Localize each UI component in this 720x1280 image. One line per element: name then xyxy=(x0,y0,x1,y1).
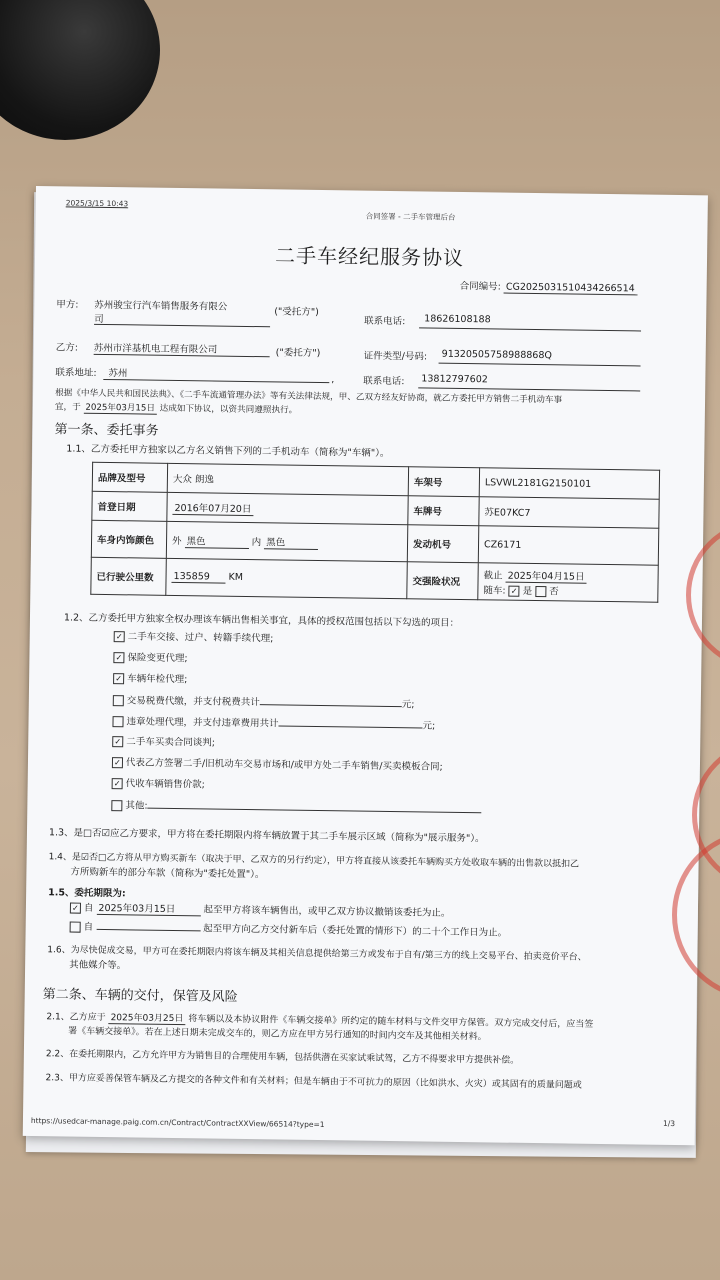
party-b-phone-label: 联系电话: xyxy=(363,375,405,388)
clause-1-3: 1.3、是□否☑应乙方要求，甲方将在委托期限内将车辆放置于其二手车展示区域（简称为"展示服务"）。 xyxy=(48,827,485,845)
contract-number xyxy=(460,278,638,295)
option-item xyxy=(113,670,187,685)
term-b-text: 起至甲方向乙方交付新车后（委托处置的情形下）的二十个工作日为止。 xyxy=(203,923,508,939)
section2-title: 第二条、车辆的交付，保管及风险 xyxy=(42,987,238,1005)
contract-page xyxy=(23,186,708,1145)
clause-1-4b: 方所购新车的部分车款（简称为"委托处置"）。 xyxy=(70,866,265,881)
insurance-date: 2025年04月15日 xyxy=(506,567,587,583)
insurance-prefix: 截止 xyxy=(483,569,503,582)
vehicle-info-table xyxy=(90,462,660,603)
option-item xyxy=(112,733,215,748)
option-item xyxy=(114,628,274,644)
contract-number-value: CG2025031510434266514 xyxy=(504,282,638,296)
party-a-phone-label: 联系电话: xyxy=(364,315,406,328)
preamble-text-a: 宜，于 xyxy=(54,402,81,413)
brand-label: 品牌及型号 xyxy=(92,462,167,492)
clause-1-6a: 1.6、为尽快促成交易，甲方可在委托期限内将该车辆及其相关信息提供给第三方或发布于自有/第三方的线上交易平台、拍卖竞价平台、 xyxy=(47,945,587,963)
mileage-label: 已行驶公里数 xyxy=(91,557,167,595)
term-option-b xyxy=(70,918,508,939)
plate-value: 苏E07KC7 xyxy=(479,497,659,529)
yes-label: 是 xyxy=(522,585,533,597)
clause-1-4a: 1.4、是☑否□乙方将从甲方购买新车（取决于甲、乙双方的另行约定），甲方将直接从该委托车辆购买方处收取车辆的出售款以抵扣乙 xyxy=(48,852,580,870)
option-item xyxy=(113,691,415,710)
term-b-date-blank[interactable] xyxy=(96,918,200,931)
party-b-phone: 13812797602 xyxy=(421,373,488,386)
violation-amount-blank[interactable] xyxy=(278,714,422,728)
option-text: 二手车买卖合同谈判; xyxy=(126,736,216,749)
reg-date-cell xyxy=(167,492,408,524)
no-label: 否 xyxy=(549,585,559,597)
with-car-row xyxy=(483,582,652,598)
clause-1-6b: 其他媒介等。 xyxy=(69,959,127,972)
option-checkbox[interactable]: ✓ xyxy=(112,778,123,789)
preamble-text-b: 达成如下协议，以资共同遵照执行。 xyxy=(159,403,298,416)
option-text: 车辆年检代理; xyxy=(127,673,188,686)
outer-color-value: 黑色 xyxy=(185,533,249,549)
reg-date-label: 首登日期 xyxy=(92,491,167,521)
plate-label: 车牌号 xyxy=(408,496,479,526)
insurance-expiry xyxy=(484,567,653,584)
with-car-label: 随车: xyxy=(483,584,506,597)
option-checkbox[interactable] xyxy=(111,800,122,811)
section1-title: 第一条、委托事务 xyxy=(54,422,159,439)
party-b-role: ("委托方") xyxy=(275,347,321,359)
option-item xyxy=(113,649,187,664)
term-b-prefix: 自 xyxy=(83,921,94,933)
no-checkbox[interactable] xyxy=(535,586,546,597)
clause-1-5-label: 1.5、委托期限为: xyxy=(48,887,126,900)
page-title: 二手车经纪服务协议 xyxy=(274,243,465,270)
clause-2-1-date: 2025年03月25日 xyxy=(109,1010,186,1025)
term-a-date: 2025年03月15日 xyxy=(96,900,200,916)
option-text: 代表乙方签署二手/旧机动车交易市场和/或甲方处二手车销售/买卖模板合同; xyxy=(125,757,443,773)
option-item xyxy=(112,775,205,790)
preamble-line1: 根据《中华人民共和国民法典》、《二手车流通管理办法》等有关法律法规，甲、乙双方经友好协商，就乙方委托甲方销售二手机动车事 xyxy=(55,388,563,406)
clause-2-1c: 署《车辆交接单》。若在上述日期未完成交车的，则乙方应在甲方另行通知的时间内交车及其他相关材料。 xyxy=(68,1026,487,1043)
engine-value: CZ6171 xyxy=(478,526,659,566)
option-checkbox[interactable]: ✓ xyxy=(112,757,123,768)
clause-1-2: 1.2、乙方委托甲方独家全权办理该车辆出售相关事宜，具体的授权范围包括以下勾选的项目： xyxy=(63,612,460,629)
party-a-label: 甲方: xyxy=(56,299,79,311)
contract-number-label: 合同编号: xyxy=(459,280,501,293)
option-item xyxy=(112,712,435,732)
preamble-line2 xyxy=(55,400,297,416)
option-checkbox[interactable] xyxy=(113,695,124,706)
color-label: 车身内饰颜色 xyxy=(91,520,167,558)
other-blank[interactable] xyxy=(148,797,482,814)
option-checkbox[interactable]: ✓ xyxy=(113,652,124,663)
term-b-checkbox[interactable] xyxy=(70,922,81,933)
party-a-name-line1: 苏州骏宝行汽车销售服务有限公 xyxy=(94,299,228,313)
inner-color-value: 黑色 xyxy=(264,534,318,550)
color-cell xyxy=(166,521,407,561)
footer-url: https://usedcar-manage.paig.com.cn/Contract/ContractXXView/66514?type=1 xyxy=(30,1116,325,1130)
option-text: 其他: xyxy=(125,800,148,812)
dark-object xyxy=(0,0,160,140)
party-b-label: 乙方: xyxy=(55,342,79,354)
option-item xyxy=(111,796,481,816)
option-checkbox[interactable]: ✓ xyxy=(114,631,125,642)
option-checkbox[interactable]: ✓ xyxy=(113,673,124,684)
mileage-cell xyxy=(166,558,407,598)
party-b-id-label: 证件类型/号码: xyxy=(363,350,428,363)
party-b-name: 苏州市洋基机电工程有限公司 xyxy=(93,342,218,356)
term-a-checkbox[interactable]: ✓ xyxy=(70,903,81,914)
option-text: 违章处理代理，并支付违章费用共计 xyxy=(126,716,279,730)
option-text: 二手车交接、过户、转籍手续代理; xyxy=(127,631,274,645)
vin-label: 车架号 xyxy=(408,467,479,497)
outer-color-label: 外 xyxy=(171,535,182,547)
option-text: 保险变更代理; xyxy=(127,652,188,665)
engine-label: 发动机号 xyxy=(407,525,479,563)
print-datetime: 2025/3/15 10:43 xyxy=(65,198,129,209)
yes-checkbox[interactable]: ✓ xyxy=(509,585,520,596)
party-b-id: 91320505758988868Q xyxy=(441,348,552,362)
brand-value: 大众 朗逸 xyxy=(167,463,408,495)
option-checkbox[interactable] xyxy=(112,716,123,727)
insurance-cell xyxy=(478,563,659,603)
vin-value: LSVWL2181G2150101 xyxy=(479,468,659,500)
party-a-phone: 18626108188 xyxy=(424,313,491,326)
party-a-role: ("受托方") xyxy=(274,306,319,318)
inner-color-label: 内 xyxy=(251,536,262,548)
party-b-address-label: 联系地址: xyxy=(55,367,97,379)
preamble-date: 2025年03月15日 xyxy=(83,401,157,415)
print-system-title: 合同签署 - 二手车管理后台 xyxy=(365,211,456,222)
mileage-unit: KM xyxy=(228,571,244,583)
mileage-value: 135859 xyxy=(171,571,225,584)
term-a-prefix: 自 xyxy=(83,902,94,914)
tax-amount-blank[interactable] xyxy=(260,693,402,707)
clause-1-1: 1.1、乙方委托甲方独家以乙方名义销售下列的二手机动车（简称为"车辆"）。 xyxy=(66,443,390,459)
party-a-name-line2: 司 xyxy=(94,313,104,325)
comma: , xyxy=(331,374,335,386)
option-text: 交易税费代缴，并支付税费共计 xyxy=(126,695,260,709)
clause-2-2: 2.2、在委托期限内，乙方允许甲方为销售目的合理使用车辆，包括供潜在买家试乘试驾，乙方不得要求甲方提供补偿。 xyxy=(45,1049,520,1066)
clause-2-1-prefix: 2.1、乙方应于 xyxy=(46,1012,106,1024)
clause-2-3: 2.3、甲方应妥善保管车辆及乙方提交的各种文件和有关材料；但是车辆由于不可抗力的原因（比如洪水、火灾）或其固有的质量问题或 xyxy=(45,1073,582,1091)
option-suffix: 元; xyxy=(422,720,436,732)
option-checkbox[interactable]: ✓ xyxy=(112,736,123,747)
option-suffix: 元; xyxy=(401,699,415,711)
option-item xyxy=(112,754,443,773)
reg-date-value: 2016年07月20日 xyxy=(172,499,253,515)
page-number: 1/3 xyxy=(662,1118,676,1129)
term-a-text: 起至甲方将该车辆售出，或甲乙双方协议撤销该委托为止。 xyxy=(203,904,451,919)
insurance-label: 交强险状况 xyxy=(407,562,479,600)
party-b-address: 苏州 xyxy=(108,368,128,380)
option-text: 代收车辆销售价款; xyxy=(125,778,205,791)
term-option-a xyxy=(70,900,451,920)
clause-2-1-text: 将车辆以及本协议附件《车辆交接单》所约定的随车材料与文件交甲方保管。双方完成交付后，应当签 xyxy=(188,1014,594,1030)
